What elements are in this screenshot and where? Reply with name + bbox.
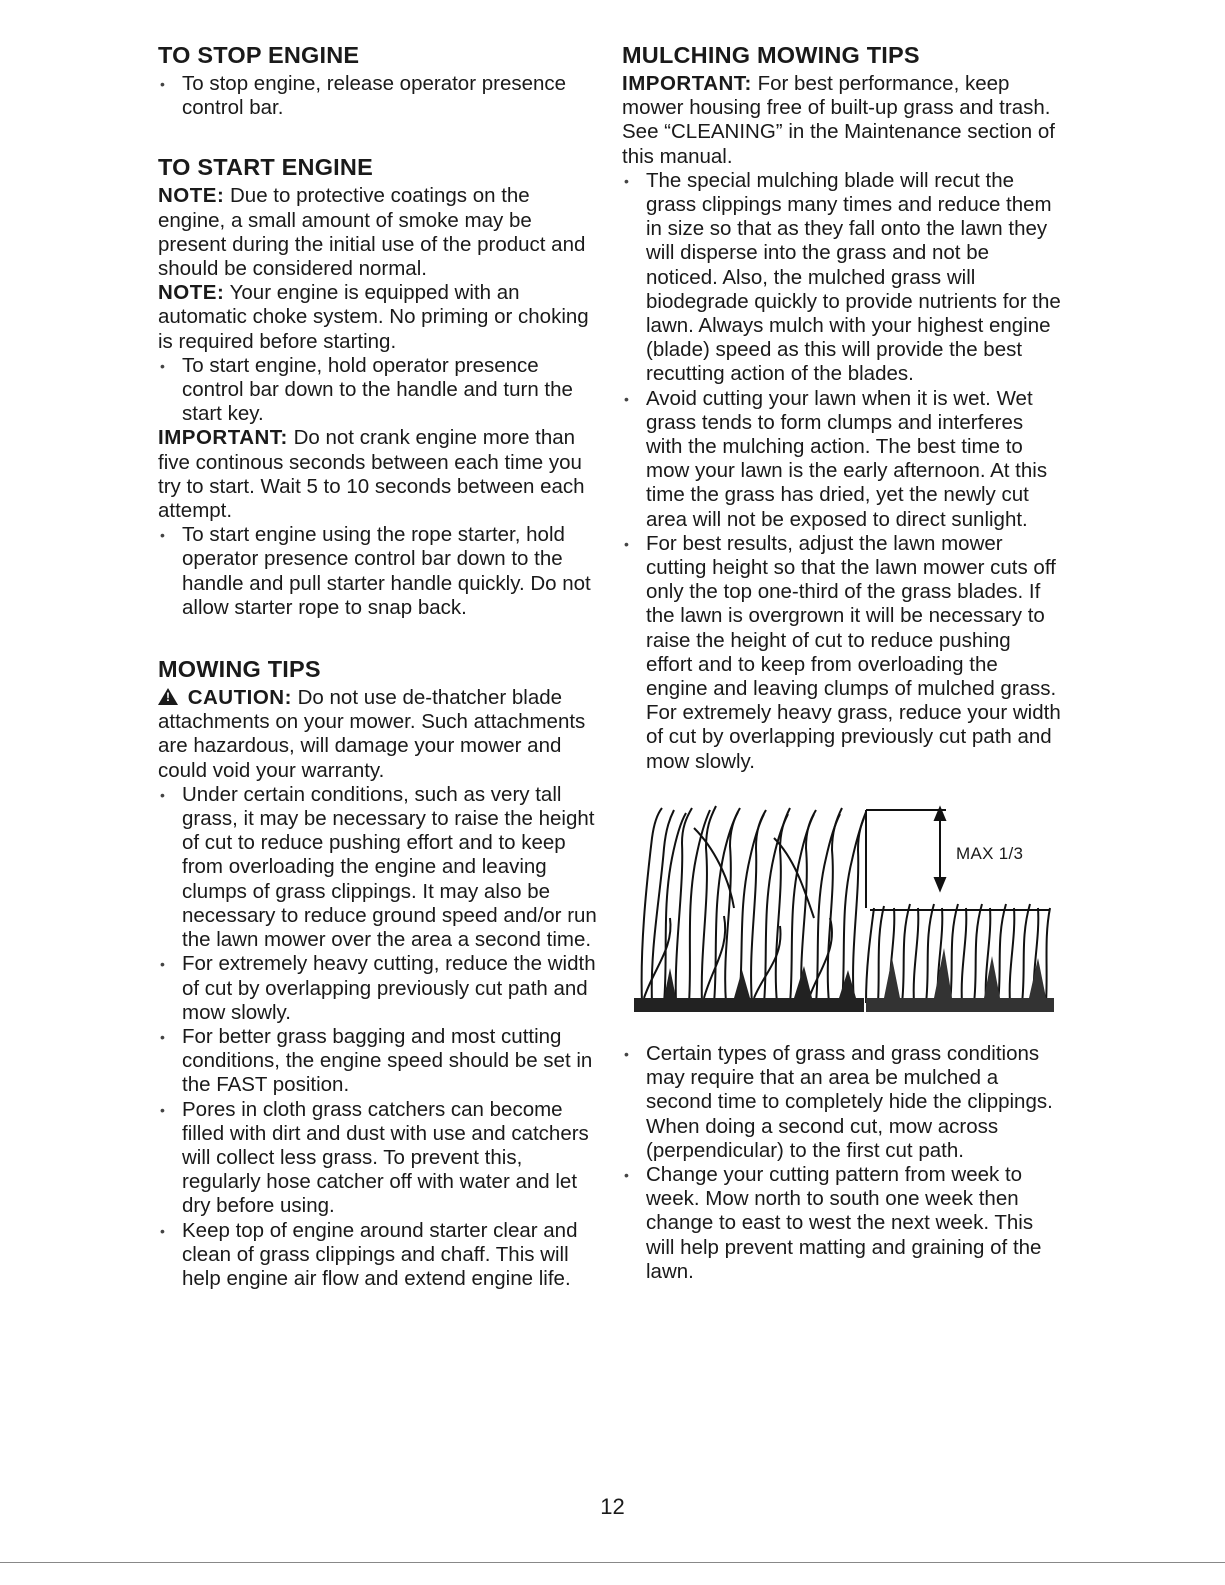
mowing-tips-heading: MOWING TIPS: [158, 656, 321, 683]
note-label: NOTE:: [158, 281, 225, 305]
important-text: For best performance, keep mower housing free of built-up grass and trash. See “CLEANING” in the Maintenance section of this manual.: [622, 72, 1055, 168]
right-column: [622, 40, 1062, 1284]
mulching-list-bottom: [622, 1042, 1062, 1284]
list-item: • Avoid cutting your lawn when it is wet. Wet grass tends to form clumps and interferes with the mulching action. The best time to mow your lawn is the early afternoon. At this time the grass has dried, yet the newly cut area will not be exposed to direct sunlight.: [622, 387, 1062, 532]
note-label: NOTE:: [158, 184, 225, 208]
list-item: • Certain types of grass and grass conditions may require that an area be mulched a second time to completely hide the clippings. When doing a second cut, mow across (perpendicular) to the first cut path.: [622, 1042, 1062, 1163]
warning-icon: [158, 688, 178, 705]
tall-grass: [642, 806, 866, 1003]
stop-engine-list: [158, 72, 598, 120]
grass-height-illustration: [634, 798, 1054, 1018]
max-height-marker: [866, 808, 946, 908]
page-number: 12: [600, 1494, 625, 1519]
list-item: • Keep top of engine around starter clear and clean of grass clippings and chaff. This will help engine air flow and extend engine life.: [158, 1219, 598, 1292]
grass-base-shading: [634, 966, 864, 1012]
note-paragraph: [158, 184, 598, 281]
note-paragraph: [158, 281, 598, 354]
mulching-list-top: [622, 169, 1062, 774]
list-item: • To stop engine, release operator presence control bar.: [158, 72, 598, 120]
important-label: IMPORTANT:: [622, 72, 752, 95]
list-item: • To start engine, hold operator presence control bar down to the handle and turn the start key.: [158, 354, 598, 427]
mowing-tips-list: [158, 783, 598, 1291]
left-column: [158, 40, 598, 1291]
list-item: • Change your cutting pattern from week to week. Mow north to south one week then change to east to west the next week. This will help prevent matting and graining of the lawn.: [622, 1163, 1062, 1284]
list-item: • The special mulching blade will recut the grass clippings many times and reduce them in size so that as they fall onto the lawn they will disperse into the grass and not be noticed. Also, the mulched grass will biodegrade quickly to provide nutrients for the lawn. Always mulch with your highest engine (blade) speed as this will provide the best recutting action of the blades.: [622, 169, 1062, 387]
list-item: • For best results, adjust the lawn mower cutting height so that the lawn mower cuts off only the top one-third of the grass blades. If the lawn is overgrown it will be necessary to raise the height of cut to reduce pushing effort and to keep from overloading the engine and leaving clumps of mulched grass. For extremely heavy grass, reduce your width of cut by overlapping previously cut path and mow slowly.: [622, 532, 1062, 774]
list-item: • For extremely heavy cutting, reduce the width of cut by overlapping previously cut path and mow slowly.: [158, 952, 598, 1025]
important-label: IMPORTANT:: [158, 426, 288, 450]
list-item: • To start engine using the rope starter, hold operator presence control bar down to the handle and pull starter handle quickly. Do not allow starter rope to snap back.: [158, 523, 598, 620]
max-one-third-label: MAX 1/3: [956, 843, 1024, 863]
grass-illustration-svg: [634, 798, 1054, 1018]
page-edge-rule: [0, 1562, 1225, 1563]
list-item: • Pores in cloth grass catchers can become filled with dirt and dust with use and catchers will collect less grass. To prevent this, regularly hose catcher off with water and let dry before using.: [158, 1098, 598, 1219]
caution-paragraph: [158, 686, 598, 783]
cut-grass-shading: [866, 948, 1054, 1012]
important-paragraph: [158, 426, 598, 523]
start-engine-heading: TO START ENGINE: [158, 154, 373, 181]
important-text: Do not crank engine more than five continous seconds between each time you try to start. Wait 5 to 10 seconds between each attempt.: [158, 426, 585, 523]
mulching-tips-heading: MULCHING MOWING TIPS: [622, 42, 920, 68]
list-item: • Under certain conditions, such as very tall grass, it may be necessary to raise the height of cut to reduce pushing effort and to keep from overloading the engine and leaving clumps of grass clippings. It may also be necessary to reduce ground speed and/or run the lawn mower over the area a second time.: [158, 783, 598, 952]
start-engine-list: [158, 354, 598, 427]
caution-label: CAUTION:: [187, 686, 292, 710]
start-engine-list-2: [158, 523, 598, 620]
important-paragraph: [622, 72, 1062, 169]
list-item: • For better grass bagging and most cutting conditions, the engine speed should be set in the FAST position.: [158, 1025, 598, 1098]
note-text: Due to protective coatings on the engine, a small amount of smoke may be present during the initial use of the product and should be considered normal.: [158, 184, 586, 281]
caution-text: Do not use de-thatcher blade attachments on your mower. Such attachments are hazardous, will damage your mower and could void your warranty.: [158, 686, 586, 782]
note-text: Your engine is equipped with an automatic choke system. No priming or choking is required before starting.: [158, 281, 589, 353]
stop-engine-heading: TO STOP ENGINE: [158, 42, 360, 68]
